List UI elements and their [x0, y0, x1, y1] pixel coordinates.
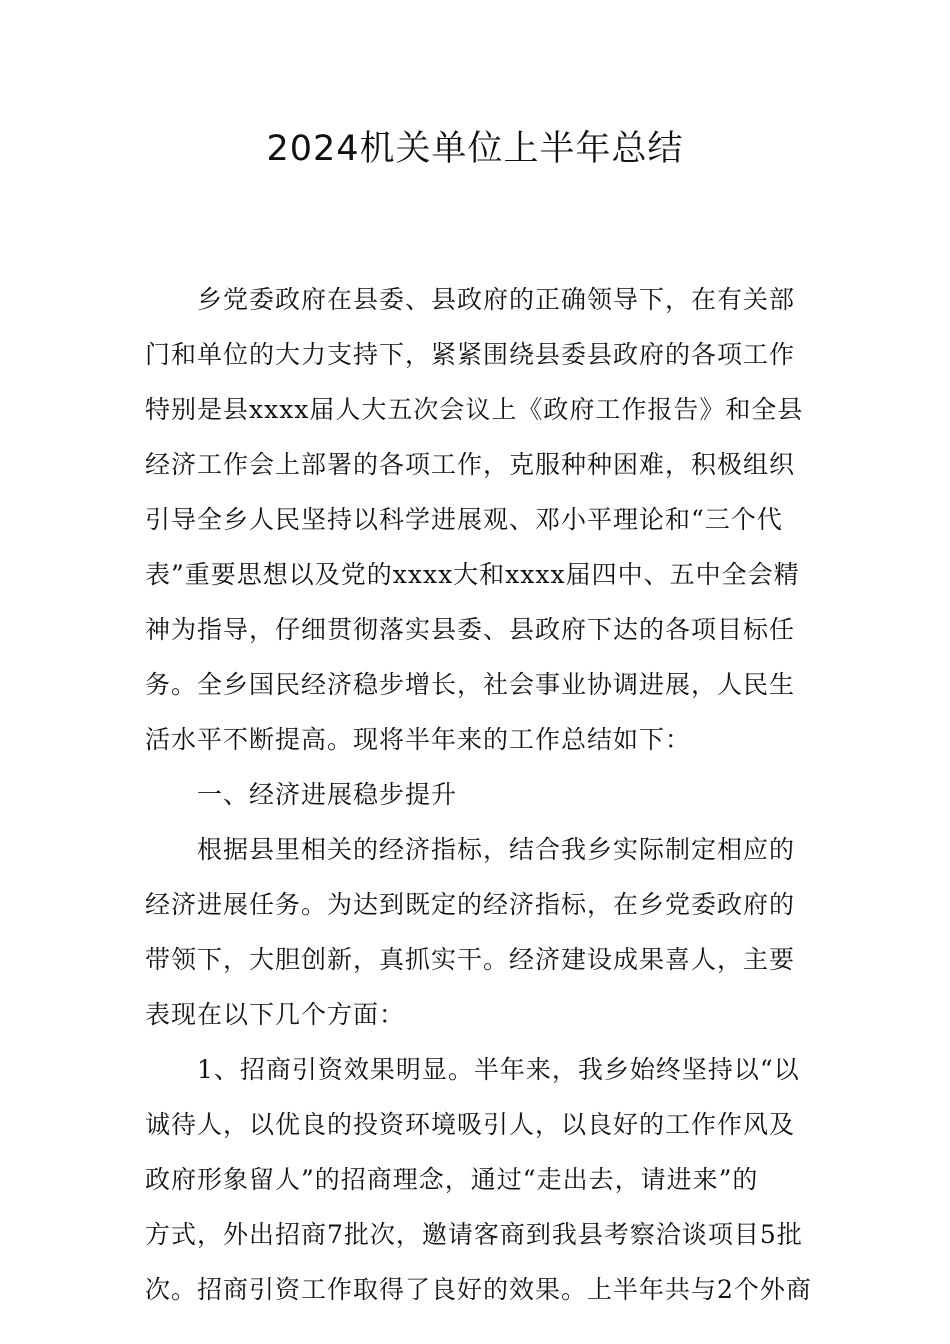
paragraph-line: 带领下，大胆创新，真抓实干。经济建设成果喜人，主要 [145, 945, 796, 974]
paragraph-line: 方式，外出招商7批次，邀请客商到我县考察洽谈项目5批 [145, 1220, 803, 1249]
paragraph-line: 活水平不断提高。现将半年来的工作总结如下： [145, 725, 692, 754]
paragraph-line: 神为指导，仔细贯彻落实县委、县政府下达的各项目标任 [145, 615, 796, 644]
paragraph-line: 经济工作会上部署的各项工作，克服种种困难，积极组织 [145, 450, 796, 479]
document-body [145, 277, 810, 1322]
section-heading: 一、经济进展稳步提升 [197, 780, 458, 809]
paragraph-line: 表现在以下几个方面： [145, 1000, 406, 1029]
paragraph-line: 次。招商引资工作取得了良好的效果。上半年共与2个外商 [145, 1275, 812, 1304]
paragraph-line: 门和单位的大力支持下，紧紧围绕县委县政府的各项工作 [145, 340, 796, 369]
paragraph-line: 经济进展任务。为达到既定的经济指标，在乡党委政府的 [145, 890, 796, 919]
paragraph-line: 诚待人，以优良的投资环境吸引人，以良好的工作作风及 [145, 1110, 796, 1139]
paragraph-line: 表”重要思想以及党的xxxx大和xxxx届四中、五中全会精 [145, 560, 800, 589]
paragraph-line: 乡党委政府在县委、县政府的正确领导下，在有关部 [197, 285, 796, 314]
paragraph-line: 务。全乡国民经济稳步增长，社会事业协调进展，人民生 [145, 670, 796, 699]
paragraph-line: 1、招商引资效果明显。半年来，我乡始终坚持以“以 [197, 1055, 800, 1084]
document-title: 2024机关单位上半年总结 [266, 129, 684, 169]
paragraph-line: 根据县里相关的经济指标，结合我乡实际制定相应的 [197, 835, 796, 864]
paragraph-line: 特别是县xxxx届人大五次会议上《政府工作报告》和全县 [145, 395, 804, 424]
paragraph-line: 引导全乡人民坚持以科学进展观、邓小平理论和“三个代 [145, 505, 783, 534]
paragraph-line: 政府形象留人”的招商理念，通过“走出去，请进来”的 [145, 1165, 759, 1194]
